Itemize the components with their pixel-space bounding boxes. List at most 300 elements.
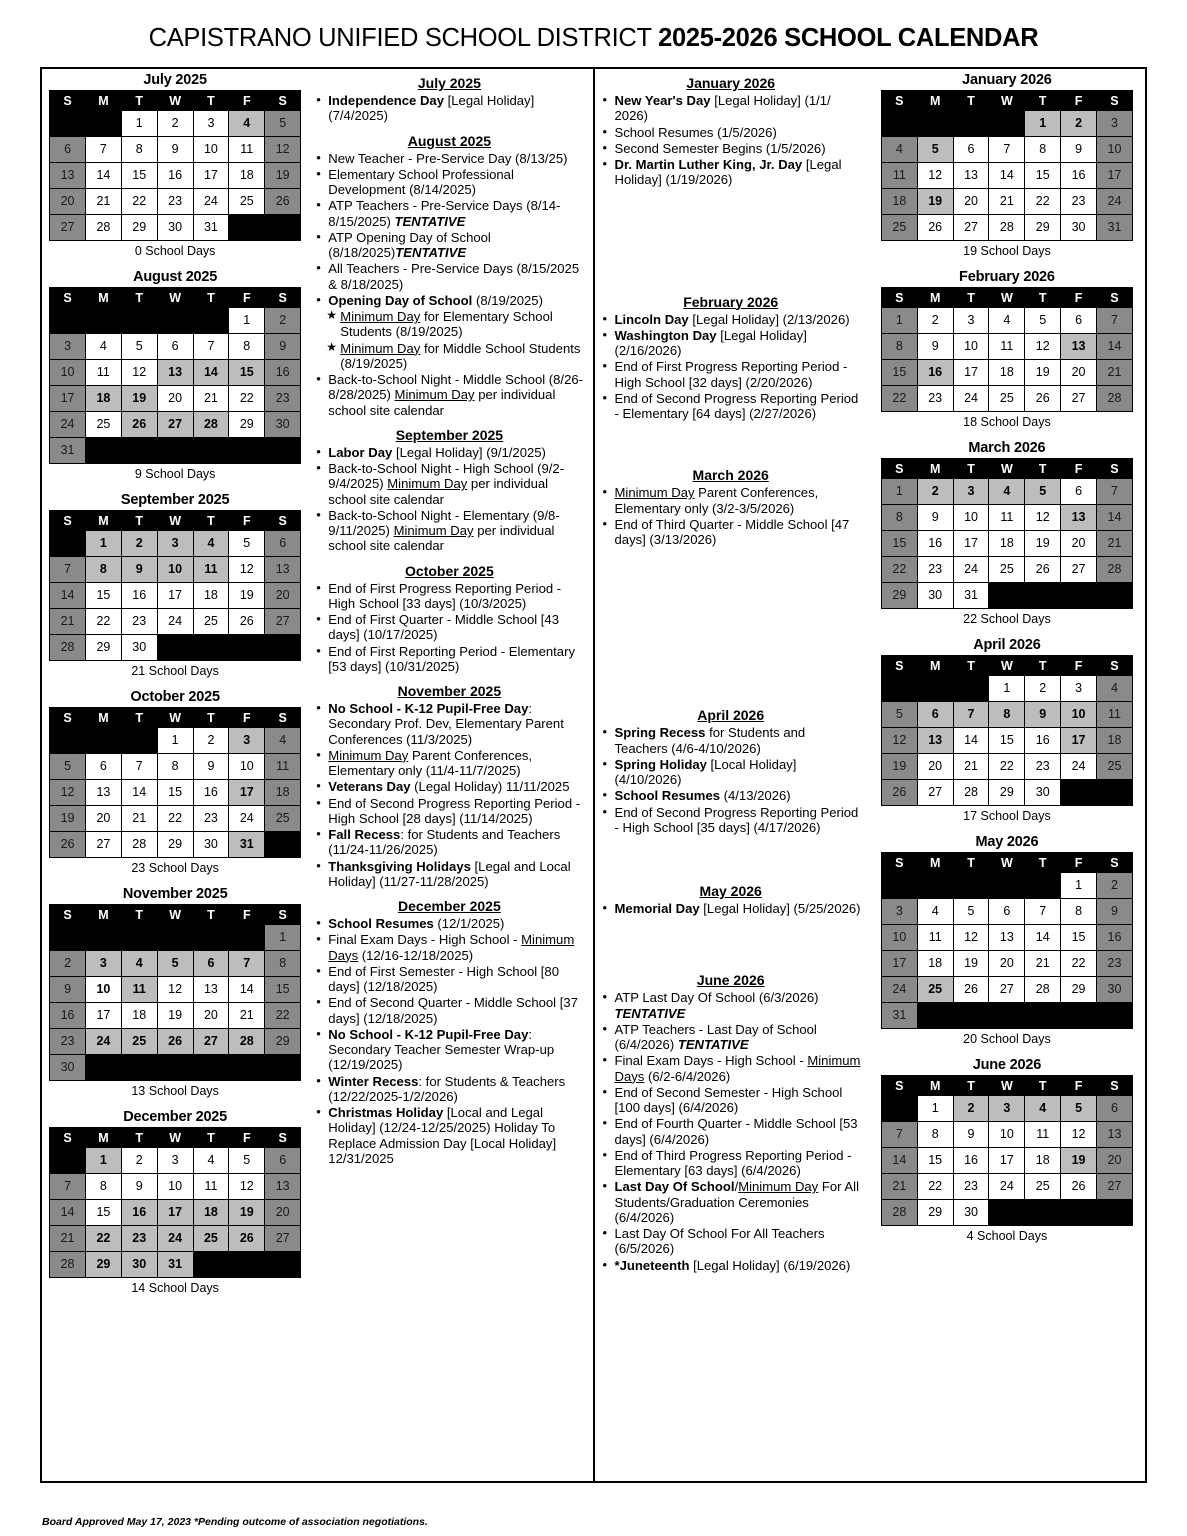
event-item: • Spring Recess for Students and Teachers (4/6-4/10/2026)	[601, 725, 861, 756]
day-cell: 9	[157, 137, 193, 163]
day-cell: 3	[50, 334, 86, 360]
school-days-count: 20 School Days	[963, 1032, 1051, 1046]
day-cell: 28	[229, 1029, 265, 1055]
day-cell: 28	[1096, 557, 1132, 583]
event-item: • Fall Recess: for Students and Teachers (11/24-11/26/2025)	[314, 827, 584, 858]
month-grid	[881, 852, 1133, 1029]
weekday-header: S	[265, 1128, 301, 1148]
empty-cell	[157, 925, 193, 951]
week-row	[50, 806, 301, 832]
day-cell: 16	[50, 1003, 86, 1029]
day-cell: 10	[1096, 137, 1132, 163]
day-cell: 30	[1061, 215, 1097, 241]
weekday-header: S	[50, 708, 86, 728]
day-cell: 28	[989, 215, 1025, 241]
event-item: • New Year's Day [Legal Holiday] (1/1/ 2026)	[601, 93, 861, 124]
weekday-header: S	[1096, 91, 1132, 111]
event-item: • End of Second Progress Reporting Period - Elementary [64 days] (2/27/2026)	[601, 391, 861, 422]
empty-cell	[1025, 873, 1061, 899]
day-cell: 20	[157, 386, 193, 412]
day-cell: 6	[917, 702, 953, 728]
day-cell: 25	[265, 806, 301, 832]
events-month-heading: June 2026	[696, 972, 765, 989]
day-cell: 1	[229, 308, 265, 334]
event-item: • End of Third Progress Reporting Period - Elementary [63 days] (6/4/2026)	[601, 1148, 861, 1179]
day-cell: 9	[953, 1122, 989, 1148]
empty-cell	[121, 925, 157, 951]
day-cell: 12	[229, 1174, 265, 1200]
weekday-header: T	[193, 511, 229, 531]
day-cell: 30	[917, 583, 953, 609]
school-days-count: 0 School Days	[134, 244, 216, 258]
day-cell: 7	[50, 557, 86, 583]
weekday-header: F	[1061, 288, 1097, 308]
day-cell: 12	[1025, 334, 1061, 360]
day-cell: 3	[1061, 676, 1097, 702]
week-row	[50, 1029, 301, 1055]
weekday-header: S	[1096, 1076, 1132, 1096]
event-item: • End of First Progress Reporting Period - High School [32 days] (2/20/2026)	[601, 359, 861, 390]
day-cell: 12	[1025, 505, 1061, 531]
day-cell: 15	[989, 728, 1025, 754]
event-item: • End of First Quarter - Middle School [43 days] (10/17/2025)	[314, 612, 584, 643]
day-cell: 25	[193, 609, 229, 635]
empty-cell	[157, 635, 193, 661]
week-row	[50, 1252, 301, 1278]
day-cell: 7	[50, 1174, 86, 1200]
empty-cell	[265, 1055, 301, 1081]
day-cell: 10	[193, 137, 229, 163]
day-cell: 6	[1061, 308, 1097, 334]
day-cell: 22	[989, 754, 1025, 780]
day-cell: 3	[989, 1096, 1025, 1122]
day-cell: 18	[193, 583, 229, 609]
empty-cell	[121, 1055, 157, 1081]
day-cell: 29	[1061, 977, 1097, 1003]
day-cell: 4	[917, 899, 953, 925]
weekday-header: W	[157, 91, 193, 111]
day-cell: 14	[121, 780, 157, 806]
day-cell: 10	[881, 925, 917, 951]
day-cell: 5	[1061, 1096, 1097, 1122]
day-cell: 15	[881, 531, 917, 557]
day-cell: 8	[121, 137, 157, 163]
day-cell: 18	[193, 1200, 229, 1226]
day-cell: 10	[50, 360, 86, 386]
school-days-count: 14 School Days	[131, 1281, 219, 1295]
events-month-heading: July 2025	[417, 75, 481, 91]
day-cell: 18	[265, 780, 301, 806]
empty-cell	[1061, 780, 1097, 806]
events-list	[601, 990, 861, 1273]
empty-cell	[121, 438, 157, 464]
day-cell: 20	[265, 1200, 301, 1226]
weekday-header: S	[881, 288, 917, 308]
day-cell: 29	[157, 832, 193, 858]
day-cell: 24	[881, 977, 917, 1003]
day-cell: 1	[881, 479, 917, 505]
day-cell: 14	[1096, 505, 1132, 531]
weekday-header: T	[953, 459, 989, 479]
week-row	[881, 1003, 1132, 1029]
day-cell: 15	[265, 977, 301, 1003]
weekday-header: W	[989, 656, 1025, 676]
week-row	[881, 334, 1132, 360]
day-cell: 24	[1061, 754, 1097, 780]
day-cell: 27	[989, 977, 1025, 1003]
weekday-header: W	[989, 288, 1025, 308]
weekday-header: F	[1061, 1076, 1097, 1096]
day-cell: 30	[265, 412, 301, 438]
week-row	[881, 702, 1132, 728]
day-cell: 2	[121, 1148, 157, 1174]
day-cell: 8	[1025, 137, 1061, 163]
week-row	[881, 111, 1132, 137]
empty-cell	[989, 873, 1025, 899]
day-cell: 10	[85, 977, 121, 1003]
day-cell: 19	[953, 951, 989, 977]
month-title: February 2026	[959, 269, 1055, 285]
day-cell: 11	[229, 137, 265, 163]
day-cell: 20	[1061, 360, 1097, 386]
month-title: August 2025	[133, 269, 218, 285]
day-cell: 13	[193, 977, 229, 1003]
week-row	[50, 386, 301, 412]
weekday-header: T	[193, 708, 229, 728]
day-cell: 12	[229, 557, 265, 583]
weekday-header: F	[1061, 459, 1097, 479]
empty-cell	[229, 925, 265, 951]
event-item: • Washington Day [Legal Holiday] (2/16/2026)	[601, 328, 861, 359]
empty-cell	[1025, 1003, 1061, 1029]
day-cell: 8	[157, 754, 193, 780]
week-row	[881, 676, 1132, 702]
event-item: • Winter Recess: for Students & Teachers (12/22/2025-1/2/2026)	[314, 1074, 584, 1105]
day-cell: 8	[265, 951, 301, 977]
day-cell: 6	[265, 1148, 301, 1174]
day-cell: 9	[121, 1174, 157, 1200]
weekday-header: W	[157, 288, 193, 308]
day-cell: 5	[265, 111, 301, 137]
day-cell: 9	[1025, 702, 1061, 728]
day-cell: 17	[229, 780, 265, 806]
day-cell: 3	[953, 479, 989, 505]
empty-cell	[953, 676, 989, 702]
day-cell: 2	[193, 728, 229, 754]
day-cell: 24	[989, 1174, 1025, 1200]
empty-cell	[193, 308, 229, 334]
month-grid	[49, 90, 301, 241]
events-column-left	[308, 69, 594, 1481]
weekday-header: S	[1096, 853, 1132, 873]
day-cell: 23	[121, 609, 157, 635]
month-title: December 2025	[123, 1109, 228, 1125]
week-row	[50, 412, 301, 438]
events-list	[601, 93, 861, 188]
day-cell: 11	[193, 557, 229, 583]
day-cell: 31	[229, 832, 265, 858]
day-cell: 12	[1061, 1122, 1097, 1148]
day-cell: 2	[265, 308, 301, 334]
weekday-header: W	[157, 1128, 193, 1148]
day-cell: 19	[1061, 1148, 1097, 1174]
day-cell: 29	[989, 780, 1025, 806]
weekday-header: T	[121, 1128, 157, 1148]
day-cell: 17	[85, 1003, 121, 1029]
day-cell: 23	[953, 1174, 989, 1200]
day-cell: 12	[917, 163, 953, 189]
empty-cell	[50, 111, 86, 137]
event-item: • Independence Day [Legal Holiday] (7/4/2025)	[314, 93, 584, 124]
empty-cell	[229, 215, 265, 241]
month-grid	[49, 510, 301, 661]
weekday-header: F	[1061, 656, 1097, 676]
events-month-heading: April 2026	[697, 707, 765, 724]
day-cell: 13	[265, 557, 301, 583]
day-cell: 31	[1096, 215, 1132, 241]
day-cell: 14	[1096, 334, 1132, 360]
empty-cell	[881, 111, 917, 137]
event-item: • Spring Holiday [Local Holiday] (4/10/2026)	[601, 757, 861, 788]
event-item: • *Juneteenth [Legal Holiday] (6/19/2026)	[601, 1258, 861, 1273]
weekday-header: W	[157, 905, 193, 925]
empty-cell	[193, 635, 229, 661]
month-block-october-2025	[49, 686, 301, 883]
day-cell: 16	[193, 780, 229, 806]
day-cell: 7	[989, 137, 1025, 163]
empty-cell	[917, 1003, 953, 1029]
day-cell: 2	[917, 479, 953, 505]
day-cell: 13	[1096, 1122, 1132, 1148]
day-cell: 11	[989, 505, 1025, 531]
empty-cell	[50, 925, 86, 951]
events-list	[314, 93, 584, 124]
layout-spacer	[601, 422, 861, 458]
day-cell: 22	[85, 609, 121, 635]
day-cell: 26	[1025, 557, 1061, 583]
day-cell: 23	[265, 386, 301, 412]
weekday-header: T	[193, 905, 229, 925]
day-cell: 16	[1061, 163, 1097, 189]
week-row	[881, 977, 1132, 1003]
empty-cell	[265, 1252, 301, 1278]
weekday-header: T	[1025, 853, 1061, 873]
school-days-count: 4 School Days	[966, 1229, 1048, 1243]
day-cell: 24	[193, 189, 229, 215]
calendar-column-left	[42, 69, 308, 1481]
day-cell: 17	[953, 531, 989, 557]
day-cell: 6	[1096, 1096, 1132, 1122]
empty-cell	[1061, 583, 1097, 609]
empty-cell	[229, 1055, 265, 1081]
day-cell: 1	[157, 728, 193, 754]
day-cell: 27	[953, 215, 989, 241]
day-cell: 7	[193, 334, 229, 360]
week-row	[881, 728, 1132, 754]
month-block-july-2025	[49, 69, 301, 266]
day-cell: 8	[881, 505, 917, 531]
day-cell: 6	[85, 754, 121, 780]
weekday-header: S	[50, 905, 86, 925]
day-cell: 3	[85, 951, 121, 977]
day-cell: 13	[157, 360, 193, 386]
empty-cell	[1096, 1003, 1132, 1029]
day-cell: 26	[265, 189, 301, 215]
layout-spacer	[601, 917, 861, 963]
day-cell: 20	[989, 951, 1025, 977]
day-cell: 5	[917, 137, 953, 163]
empty-cell	[1096, 583, 1132, 609]
month-grid	[49, 287, 301, 464]
day-cell: 10	[157, 1174, 193, 1200]
day-cell: 25	[85, 412, 121, 438]
event-item: • Back-to-School Night - High School (9/2-9/4/2025) Minimum Day per individual school site calendar	[314, 461, 584, 507]
day-cell: 4	[229, 111, 265, 137]
weekday-header: M	[917, 1076, 953, 1096]
event-item: ★ Minimum Day for Middle School Students (8/19/2025)	[314, 341, 584, 372]
day-cell: 2	[1061, 111, 1097, 137]
weekday-header: S	[50, 288, 86, 308]
day-cell: 10	[229, 754, 265, 780]
footer-note: Board Approved May 17, 2023 *Pending outcome of association negotiations.	[42, 1516, 428, 1528]
event-item: • No School - K-12 Pupil-Free Day: Secondary Prof. Dev, Elementary Parent Conferences (11/3/2025)	[314, 701, 584, 747]
day-cell: 27	[193, 1029, 229, 1055]
empty-cell	[1096, 780, 1132, 806]
day-cell: 24	[953, 557, 989, 583]
day-cell: 29	[881, 583, 917, 609]
day-cell: 13	[50, 163, 86, 189]
day-cell: 16	[953, 1148, 989, 1174]
event-item: • ATP Opening Day of School (8/18/2025)TENTATIVE	[314, 230, 584, 261]
day-cell: 11	[193, 1174, 229, 1200]
day-cell: 21	[50, 609, 86, 635]
day-cell: 3	[157, 1148, 193, 1174]
day-cell: 21	[85, 189, 121, 215]
week-row	[881, 951, 1132, 977]
weekday-header: S	[50, 1128, 86, 1148]
layout-spacer	[601, 548, 861, 698]
day-cell: 18	[85, 386, 121, 412]
empty-cell	[989, 583, 1025, 609]
day-cell: 14	[50, 583, 86, 609]
day-cell: 19	[50, 806, 86, 832]
day-cell: 24	[1096, 189, 1132, 215]
day-cell: 14	[229, 977, 265, 1003]
day-cell: 29	[85, 1252, 121, 1278]
week-row	[50, 531, 301, 557]
day-cell: 30	[121, 635, 157, 661]
empty-cell	[953, 111, 989, 137]
day-cell: 23	[1061, 189, 1097, 215]
empty-cell	[989, 111, 1025, 137]
day-cell: 6	[157, 334, 193, 360]
day-cell: 27	[917, 780, 953, 806]
day-cell: 29	[265, 1029, 301, 1055]
day-cell: 26	[917, 215, 953, 241]
empty-cell	[229, 635, 265, 661]
weekday-header: T	[121, 511, 157, 531]
day-cell: 28	[881, 1200, 917, 1226]
school-days-count: 22 School Days	[963, 612, 1051, 626]
week-row	[881, 780, 1132, 806]
school-days-count: 21 School Days	[131, 664, 219, 678]
day-cell: 22	[121, 189, 157, 215]
month-block-august-2025	[49, 266, 301, 489]
weekday-header: T	[193, 288, 229, 308]
day-cell: 6	[953, 137, 989, 163]
empty-cell	[917, 873, 953, 899]
empty-cell	[1096, 1200, 1132, 1226]
day-cell: 31	[881, 1003, 917, 1029]
week-row	[50, 438, 301, 464]
day-cell: 13	[265, 1174, 301, 1200]
day-cell: 9	[1096, 899, 1132, 925]
day-cell: 16	[121, 1200, 157, 1226]
event-item: • End of Third Quarter - Middle School [47 days] (3/13/2026)	[601, 517, 861, 548]
day-cell: 28	[50, 1252, 86, 1278]
month-title: September 2025	[120, 492, 230, 508]
week-row	[50, 1200, 301, 1226]
day-cell: 16	[1025, 728, 1061, 754]
day-cell: 1	[265, 925, 301, 951]
day-cell: 4	[989, 308, 1025, 334]
week-row	[881, 215, 1132, 241]
week-row	[50, 609, 301, 635]
day-cell: 5	[1025, 479, 1061, 505]
week-row	[881, 925, 1132, 951]
day-cell: 2	[1096, 873, 1132, 899]
day-cell: 21	[1096, 360, 1132, 386]
weekday-header: T	[121, 91, 157, 111]
weekday-header: M	[85, 511, 121, 531]
day-cell: 11	[85, 360, 121, 386]
day-cell: 19	[229, 583, 265, 609]
day-cell: 19	[229, 1200, 265, 1226]
event-item: • Dr. Martin Luther King, Jr. Day [Legal Holiday] (1/19/2026)	[601, 157, 861, 188]
day-cell: 31	[193, 215, 229, 241]
day-cell: 27	[1096, 1174, 1132, 1200]
day-cell: 17	[157, 1200, 193, 1226]
week-row	[881, 137, 1132, 163]
empty-cell	[1025, 583, 1061, 609]
day-cell: 7	[121, 754, 157, 780]
weekday-header: S	[265, 511, 301, 531]
day-cell: 30	[193, 832, 229, 858]
day-cell: 15	[229, 360, 265, 386]
weekday-header: T	[193, 1128, 229, 1148]
day-cell: 4	[193, 531, 229, 557]
day-cell: 11	[121, 977, 157, 1003]
weekday-header: M	[917, 459, 953, 479]
day-cell: 22	[157, 806, 193, 832]
empty-cell	[881, 873, 917, 899]
day-cell: 17	[50, 386, 86, 412]
events-month-heading: October 2025	[405, 562, 494, 579]
weekday-header: M	[917, 288, 953, 308]
events-month-heading: September 2025	[395, 426, 504, 443]
month-block-september-2025	[49, 489, 301, 686]
day-cell: 14	[1025, 925, 1061, 951]
day-cell: 29	[121, 215, 157, 241]
event-item: • Labor Day [Legal Holiday] (9/1/2025)	[314, 445, 584, 460]
day-cell: 15	[85, 583, 121, 609]
weekday-header: S	[50, 511, 86, 531]
weekday-header: S	[265, 905, 301, 925]
weekday-header: S	[881, 853, 917, 873]
empty-cell	[121, 308, 157, 334]
weekday-header: S	[50, 91, 86, 111]
day-cell: 17	[989, 1148, 1025, 1174]
